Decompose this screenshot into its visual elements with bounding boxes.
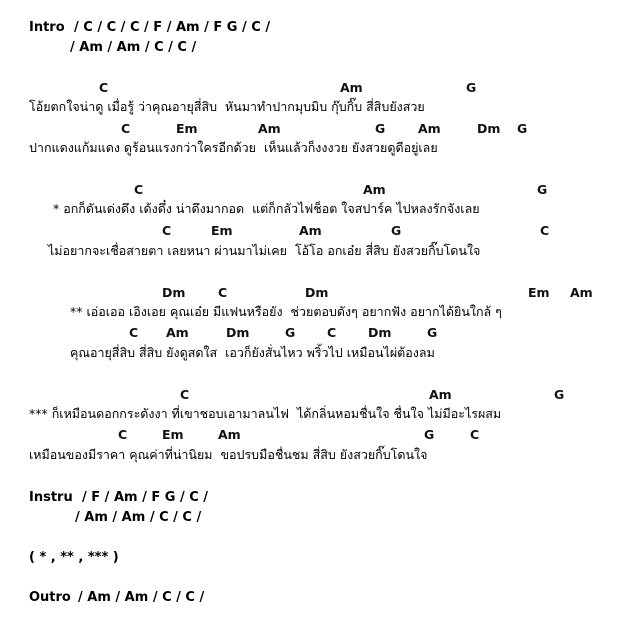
lyric-line: ไม่อยากจะเชื่อสายตา เลยหนา ผ่านมาไม่เคย โอ้โอ อกเอ๋ย สี่สิบ ยังสวยกิ๊บโดนใจ [48, 243, 481, 258]
outro-label: Outro [29, 590, 71, 605]
chord: G [537, 182, 548, 197]
chord: C [540, 223, 550, 238]
lyric-line: คุณอายุสี่สิบ สี่สิบ ยังดูสดใส เอวก็ยังสั่นไหว พริ้วไป เหมือนไผ่ต้องลม [70, 345, 435, 360]
chord: Em [211, 223, 233, 238]
lyric-line: เหมือนของมีราคา คุณค่าที่น่านิยม ขอปรบมือชื่นชม สี่สิบ ยังสวยกิ๊บโดนใจ [29, 447, 428, 462]
intro-chords-line-1: / C / C / C / F / Am / F G / C / [74, 20, 271, 35]
chord: G [554, 387, 565, 402]
chord: C [218, 285, 228, 300]
chord: G [285, 325, 296, 340]
lyric-line: โอ้ยตกใจน่าดู เมื่อรู้ ว่าคุณอายุสี่สิบ หันมาทำปากมุบมิบ กุ๊บกิ๊บ สี่สิบยังสวย [29, 99, 425, 114]
repeat-marker: ( * , ** , *** ) [29, 550, 119, 565]
chord: Em [162, 427, 184, 442]
chord: G [391, 223, 402, 238]
instru-chords-line-2: / Am / Am / C / C / [75, 510, 202, 525]
lyric-line: ** เอ่อเออ เอิงเอย คุณเอ๋ย มีแฟนหรือยัง ช่วยตอบดังๆ อยากฟัง อยากได้ยินใกล้ ๆ [70, 304, 502, 319]
chord: Am [429, 387, 452, 402]
chord: C [327, 325, 337, 340]
chord: Dm [368, 325, 392, 340]
chord: C [121, 121, 131, 136]
chord: Am [258, 121, 281, 136]
chord: Dm [477, 121, 501, 136]
chord: Dm [305, 285, 329, 300]
chord: C [162, 223, 172, 238]
chord: C [180, 387, 190, 402]
chord: Am [218, 427, 241, 442]
intro-label: Intro [29, 20, 65, 35]
lyric-line: * อกก็ดันเด่งดึง เด้งดึ๋ง น่าดึงมากอด แต่ก็กลัวไฟช็อต ใจสปาร์ค ไปหลงรักจังเลย [53, 201, 480, 216]
chord: Am [166, 325, 189, 340]
chord: Em [176, 121, 198, 136]
chord: Dm [162, 285, 186, 300]
chord: C [99, 80, 109, 95]
chord: Am [340, 80, 363, 95]
chord: Am [299, 223, 322, 238]
chord: Dm [226, 325, 250, 340]
lyric-line: *** ก็เหมือนดอกกระดังงา ที่เขาชอบเอามาลนไฟ ได้กลิ่นหอมชื่นใจ ชื่นใจ ไม่มีอะไรผสม [29, 406, 502, 421]
chord: G [375, 121, 386, 136]
chord: C [118, 427, 128, 442]
chord: G [427, 325, 438, 340]
instru-label: Instru [29, 490, 73, 505]
chord: Am [570, 285, 593, 300]
chord: Em [528, 285, 550, 300]
intro-chords-line-2: / Am / Am / C / C / [70, 40, 197, 55]
chord: G [517, 121, 528, 136]
chord: G [424, 427, 435, 442]
lyric-line: ปากแดงแก้มแดง ดูร้อนแรงกว่าใครอีกด้วย เห็นแล้วก็งงงวย ยังสวยดูดีอยู่เลย [29, 140, 438, 155]
chord: C [134, 182, 144, 197]
chord: G [466, 80, 477, 95]
chord: C [129, 325, 139, 340]
chord: Am [418, 121, 441, 136]
outro-chords-line: / Am / Am / C / C / [78, 590, 205, 605]
chord: C [470, 427, 480, 442]
chord: Am [363, 182, 386, 197]
instru-chords-line-1: / F / Am / F G / C / [82, 490, 209, 505]
